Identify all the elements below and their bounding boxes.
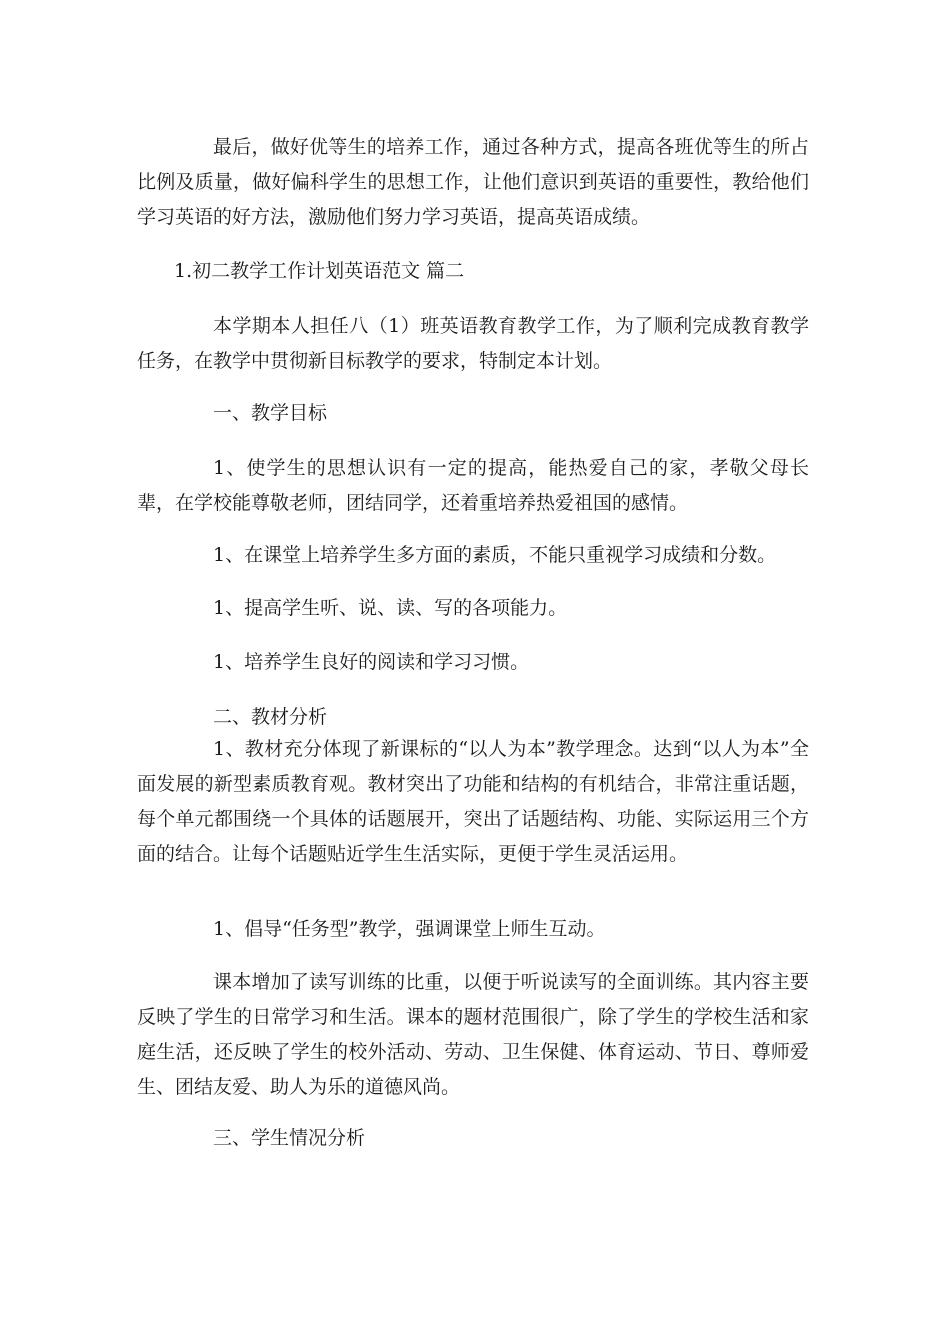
paragraph-textbook-1: 1、教材充分体现了新课标的“以人为本”教学理念。达到“以人为本”全面发展的新型素质教育观。教材突出了功能和结构的有机结合，非常注重话题，每个单元都围绕一个具体的话题展开，突出了话题结构、功能、实际运用三个方面的结合。让每个话题贴近学生生活实际，更便于学生灵活运用。: [137, 738, 809, 865]
paragraph-goal-4: 1、培养学生良好的阅读和学习习惯。: [213, 651, 530, 673]
heading-textbook-analysis: 二、教材分析: [213, 706, 328, 728]
paragraph-goal-2: 1、在课堂上培养学生多方面的素质，不能只重视学习成绩和分数。: [213, 544, 777, 566]
paragraph-goal-1: 1、使学生的思想认识有一定的提高，能热爱自己的家，孝敬父母长辈，在学校能尊敬老师，团结同学，还着重培养热爱祖国的感情。: [137, 457, 809, 514]
paragraph-textbook-3: 课本增加了读写训练的比重，以便于听说读写的全面训练。其内容主要反映了学生的日常学习和生活。课本的题材范围很广，除了学生的学校生活和家庭生活，还反映了学生的校外活动、劳动、卫生保健、体育运动、节日、尊师爱生、团结友爱、助人为乐的道德风尚。: [137, 971, 809, 1098]
paragraph-textbook-2: 1、倡导“任务型”教学，强调课堂上师生互动。: [213, 918, 606, 940]
heading-student-analysis: 三、学生情况分析: [213, 1127, 366, 1149]
paragraph-top-students: 最后，做好优等生的培养工作，通过各种方式，提高各班优等生的所占比例及质量，做好偏科学生的思想工作，让他们意识到英语的重要性，教给他们学习英语的好方法，激励他们努力学习英语，提高英语成绩。: [137, 136, 809, 228]
paragraph-goal-3: 1、提高学生听、说、读、写的各项能力。: [213, 597, 568, 619]
section-title: 1.初二教学工作计划英语范文 篇二: [174, 260, 465, 282]
heading-teaching-goals: 一、教学目标: [213, 402, 328, 424]
paragraph-intro: 本学期本人担任八（1）班英语教育教学工作，为了顺利完成教育教学任务，在教学中贯彻新目标教学的要求，特制定本计划。: [137, 315, 809, 372]
